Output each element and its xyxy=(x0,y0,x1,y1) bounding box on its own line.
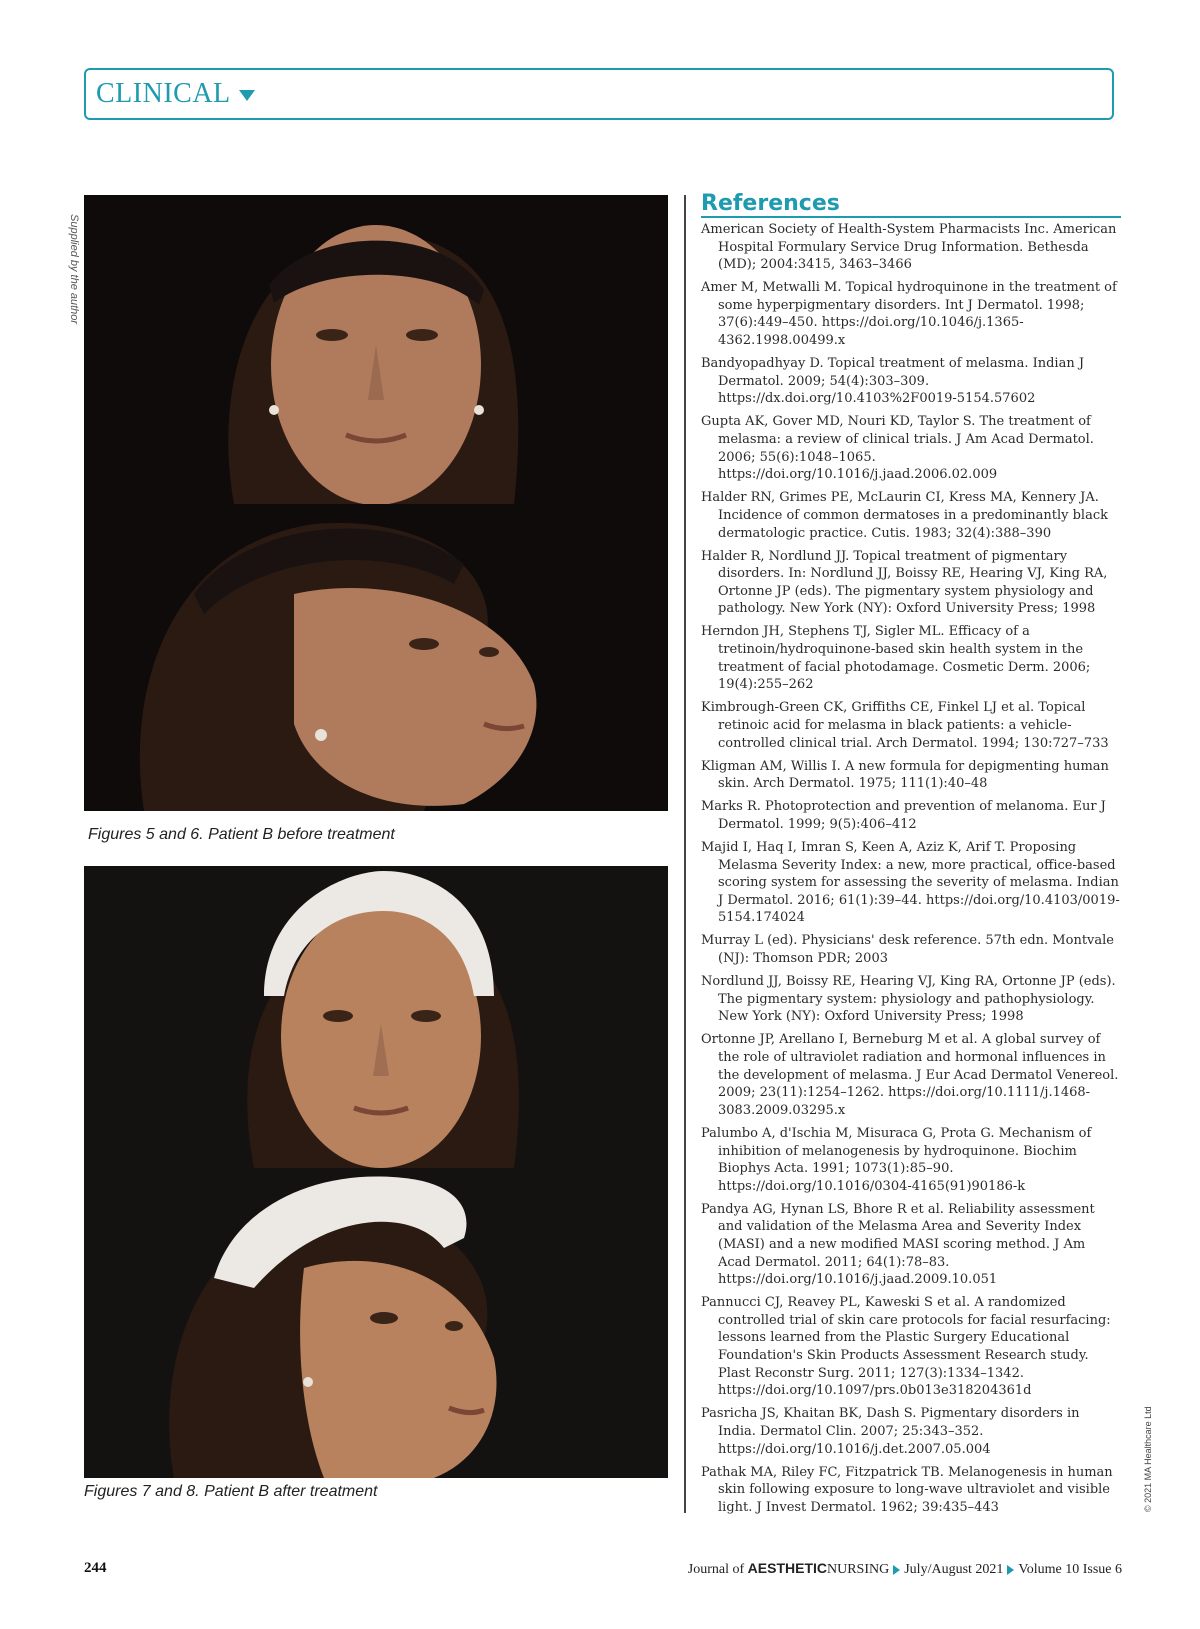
reference-item: American Society of Health-System Pharmacists Inc. American Hospital Formulary Service Drug Information. Bethesda (MD); 2004:3415, 3463–3466 xyxy=(701,222,1117,273)
figure-5-photo xyxy=(84,195,668,504)
triangle-right-icon xyxy=(1007,1565,1014,1575)
patient-profile-after-image xyxy=(84,1168,668,1478)
figure-caption-after: Figures 7 and 8. Patient B after treatment xyxy=(84,1483,378,1500)
figure-caption-before: Figures 5 and 6. Patient B before treatment xyxy=(88,826,395,843)
patient-profile-before-image xyxy=(84,504,668,811)
figure-6-photo xyxy=(84,504,668,811)
copyright-notice: © 2021 MA Healthcare Ltd xyxy=(1143,1406,1153,1512)
reference-item: Kimbrough-Green CK, Griffiths CE, Finkel LJ et al. Topical retinoic acid for melasma in black patients: a vehicle-controlled clinical trial. Arch Dermatol. 1994; 130:727–733 xyxy=(701,700,1109,751)
reference-item: Pandya AG, Hynan LS, Bhore R et al. Reliability assessment and validation of the Melasma Area and Severity Index (MASI) and a new modified MASI scoring method. J Am Acad Dermatol. 2011; 64(1):78–83. https://doi.org/10.1016/j.jaad.2009.10.051 xyxy=(701,1201,1095,1288)
reference-item: Amer M, Metwalli M. Topical hydroquinone in the treatment of some hyperpigmentary disorders. Int J Dermatol. 1998; 37(6):449–450. https://doi.org/10.1046/j.1365-4362.1998.00499.x xyxy=(701,280,1117,349)
journal-suffix: NURSING xyxy=(827,1562,890,1577)
page-number: 244 xyxy=(84,1560,107,1576)
section-label-text: CLINICAL xyxy=(96,78,231,109)
triangle-down-icon xyxy=(239,90,255,101)
reference-item: Bandyopadhyay D. Topical treatment of melasma. Indian J Dermatol. 2009; 54(4):303–309. https://dx.doi.org/10.4103%2F0019-5154.57602 xyxy=(701,356,1085,407)
references-section xyxy=(701,192,1121,1522)
reference-item: Murray L (ed). Physicians' desk reference. 57th edn. Montvale (NJ): Thomson PDR; 2003 xyxy=(701,933,1114,967)
reference-item: Herndon JH, Stephens TJ, Sigler ML. Efficacy of a tretinoin/hydroquinone-based skin health system in the treatment of facial photodamage. Cosmetic Derm. 2006; 19(4):255–262 xyxy=(701,624,1091,693)
figure-8-photo xyxy=(84,1168,668,1478)
patient-front-after-image xyxy=(84,866,668,1168)
references-heading: References xyxy=(701,192,1121,218)
reference-item: Halder RN, Grimes PE, McLaurin CI, Kress MA, Kennery JA. Incidence of common dermatoses in a predominantly black dermatologic practice. Cutis. 1983; 32(4):388–390 xyxy=(701,490,1108,541)
reference-item: Kligman AM, Willis I. A new formula for depigmenting human skin. Arch Dermatol. 1975; 111(1):40–48 xyxy=(701,758,1109,792)
reference-item: Ortonne JP, Arellano I, Berneburg M et al. A global survey of the role of ultraviolet radiation and hormonal influences in the development of melasma. J Eur Acad Dermatol Venereol. 2009; 23(11):1254–1262. https://doi.org/10.1111/j.1468-3083.2009.03295.x xyxy=(701,1032,1119,1118)
reference-item: Gupta AK, Gover MD, Nouri KD, Taylor S. The treatment of melasma: a review of clinical trials. J Am Acad Dermatol. 2006; 55(6):1048–1065. https://doi.org/10.1016/j.jaad.2006.02.009 xyxy=(701,414,1094,483)
journal-footer xyxy=(688,1560,1122,1578)
journal-prefix: Journal of xyxy=(687,1562,745,1577)
volume-issue: Volume 10 Issue 6 xyxy=(1018,1562,1122,1577)
reference-item: Pathak MA, Riley FC, Fitzpatrick TB. Melanogenesis in human skin following exposure to long-wave ultraviolet and visible light. J Invest Dermatol. 1962; 39:435–443 xyxy=(701,1464,1113,1515)
reference-item: Nordlund JJ, Boissy RE, Hearing VJ, King RA, Ortonne JP (eds). The pigmentary system: physiology and pathophysiology. New York (NY): Oxford University Press; 1998 xyxy=(701,974,1116,1025)
section-header xyxy=(84,68,1114,120)
reference-item: Halder R, Nordlund JJ. Topical treatment of pigmentary disorders. In: Nordlund JJ, Boissy RE, Hearing VJ, King RA, Ortonne JP (eds). The pigmentary system physiology and pathology. New York (NY): Oxford University Press; 1998 xyxy=(701,548,1108,617)
section-label xyxy=(96,80,255,108)
photo-credit: Supplied by the author xyxy=(68,214,80,325)
triangle-right-icon xyxy=(893,1565,900,1575)
reference-item: Pasricha JS, Khaitan BK, Dash S. Pigmentary disorders in India. Dermatol Clin. 2007; 25:343–352. https://doi.org/10.1016/j.det.2007.05.004 xyxy=(701,1406,1080,1457)
figure-7-photo xyxy=(84,866,668,1168)
patient-front-before-image xyxy=(84,195,668,504)
issue-date: July/August 2021 xyxy=(904,1562,1004,1577)
reference-item: Palumbo A, d'Ischia M, Misuraca G, Prota G. Mechanism of inhibition of melanogenesis by hydroquinone. Biochim Biophys Acta. 1991; 1073(1):85–90. https://doi.org/10.1016/0304-4165(91)90186-k xyxy=(701,1125,1092,1194)
journal-name-bold: AESTHETIC xyxy=(747,1560,827,1576)
reference-item: Majid I, Haq I, Imran S, Keen A, Aziz K, Arif T. Proposing Melasma Severity Index: a new, more practical, office-based scoring system for assessing the severity of melasma. Indian J Dermatol. 2016; 61(1):39–44. https://doi.org/10.4103/0019-5154.174024 xyxy=(701,840,1120,926)
reference-item: Marks R. Photoprotection and prevention of melanoma. Eur J Dermatol. 1999; 9(5):406–412 xyxy=(701,799,1106,832)
column-divider xyxy=(684,195,686,1513)
reference-item: Pannucci CJ, Reavey PL, Kaweski S et al. A randomized controlled trial of skin care protocols for facial resurfacing: lessons learned from the Plastic Surgery Educational Foundation's Skin Products Assessment Research study. Plast Reconstr Surg. 2011; 127(3):1334–1342. https://doi.org/10.1097/prs.0b013e318204361d xyxy=(701,1295,1111,1399)
